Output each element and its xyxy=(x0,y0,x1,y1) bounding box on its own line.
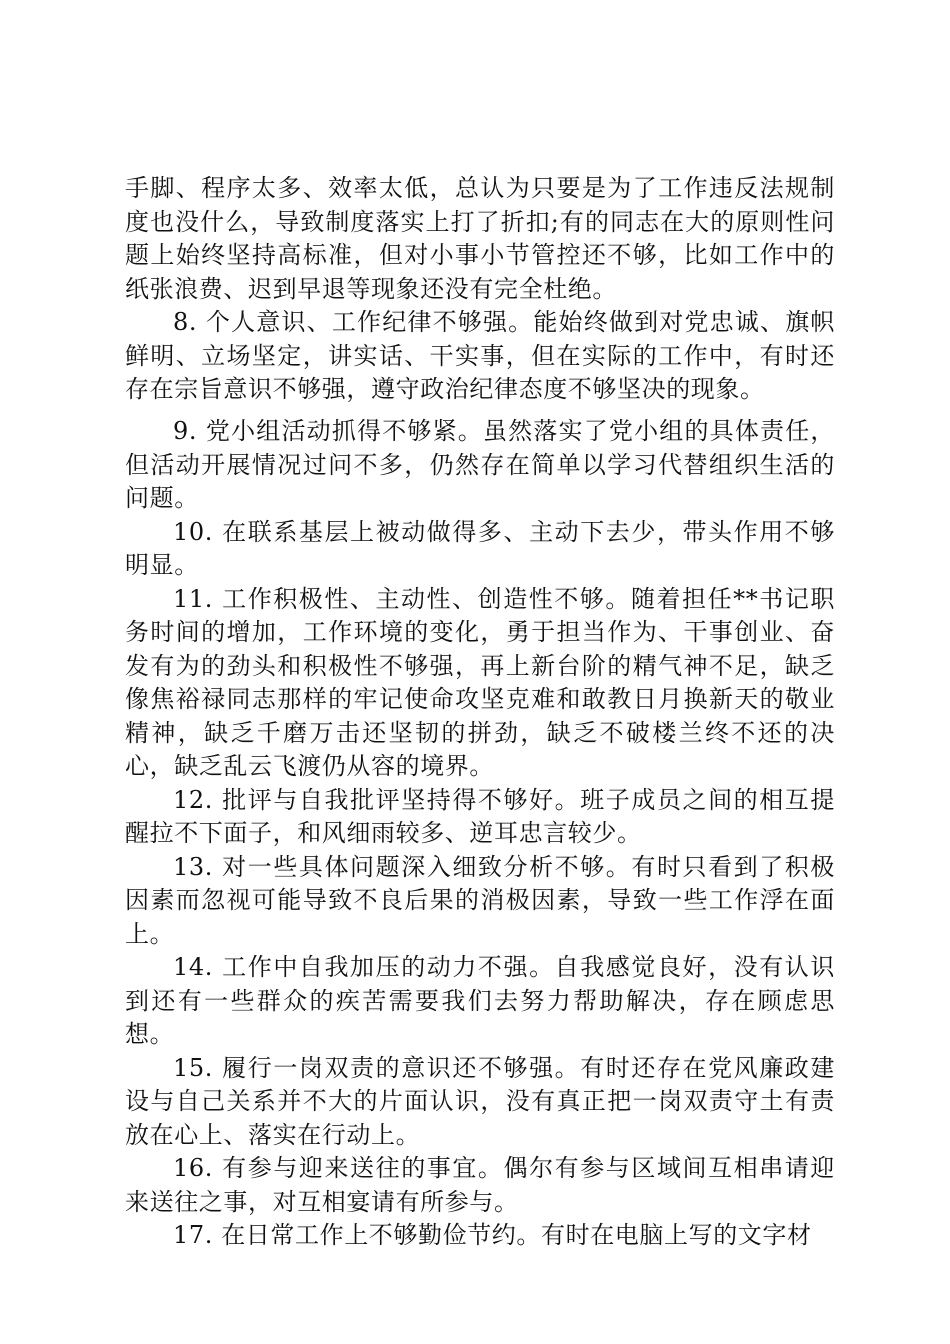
paragraph-item-12: 12. 批评与自我批评坚持得不够好。班子成员之间的相互提醒拉不下面子，和风细雨较多、逆耳忠言较少。 xyxy=(125,785,835,847)
paragraph-item-13: 13. 对一些具体问题深入细致分析不够。有时只看到了积极因素而忽视可能导致不良后果的消极因素，导致一些工作浮在面上。 xyxy=(125,852,835,948)
paragraph-item-9: 9. 党小组活动抓得不够紧。虽然落实了党小组的具体责任，但活动开展情况过问不多，仍然存在简单以学习代替组织生活的问题。 xyxy=(125,417,835,512)
paragraph-item-17: 17. 在日常工作上不够勤俭节约。有时在电脑上写的文字材 xyxy=(173,1221,812,1249)
paragraph-item-8: 8. 个人意识、工作纪律不够强。能始终做到对党忠诚、旗帜鲜明、立场坚定，讲实话、干实事，但在实际的工作中，有时还存在宗旨意识不够强，遵守政治纪律态度不够坚决的现象。 xyxy=(125,308,835,403)
text-block-bottom xyxy=(125,415,835,1253)
paragraph-item-14: 14. 工作中自我加压的动力不强。自我感觉良好，没有认识到还有一些群众的疾苦需要我们去努力帮助解决，存在顾虑思想。 xyxy=(125,953,835,1048)
paragraph-item-16: 16. 有参与迎来送往的事宜。偶尔有参与区域间互相串请迎来送往之事，对互相宴请有所参与。 xyxy=(125,1154,835,1216)
paragraph-item-11: 11. 工作积极性、主动性、创造性不够。随着担任**书记职务时间的增加，工作环境的变化，勇于担当作为、干事创业、奋发有为的劲头和积极性不够强，再上新台阶的精气神不足，缺乏像焦裕禄同志那样的牢记使命攻坚克难和敢教日月换新天的敬业精神，缺乏千磨万击还坚韧的拼劲，缺乏不破楼兰终不还的决心，缺乏乱云飞渡仍从容的境界。 xyxy=(125,584,835,780)
text-block-top xyxy=(125,172,835,407)
paragraph-item-15: 15. 履行一岗双责的意识还不够强。有时还存在党风廉政建设与自己关系并不大的片面认识，没有真正把一岗双责守土有责放在心上、落实在行动上。 xyxy=(125,1053,835,1149)
paragraph-continuation: 手脚、程序太多、效率太低，总认为只要是为了工作违反法规制度也没什么，导致制度落实上打了折扣;有的同志在大的原则性问题上始终坚持高标准，但对小事小节管控还不够，比如工作中的纸张浪费、迟到早退等现象还没有完全杜绝。 xyxy=(125,174,835,303)
paragraph-item-10: 10. 在联系基层上被动做得多、主动下去少，带头作用不够明显。 xyxy=(125,517,835,579)
